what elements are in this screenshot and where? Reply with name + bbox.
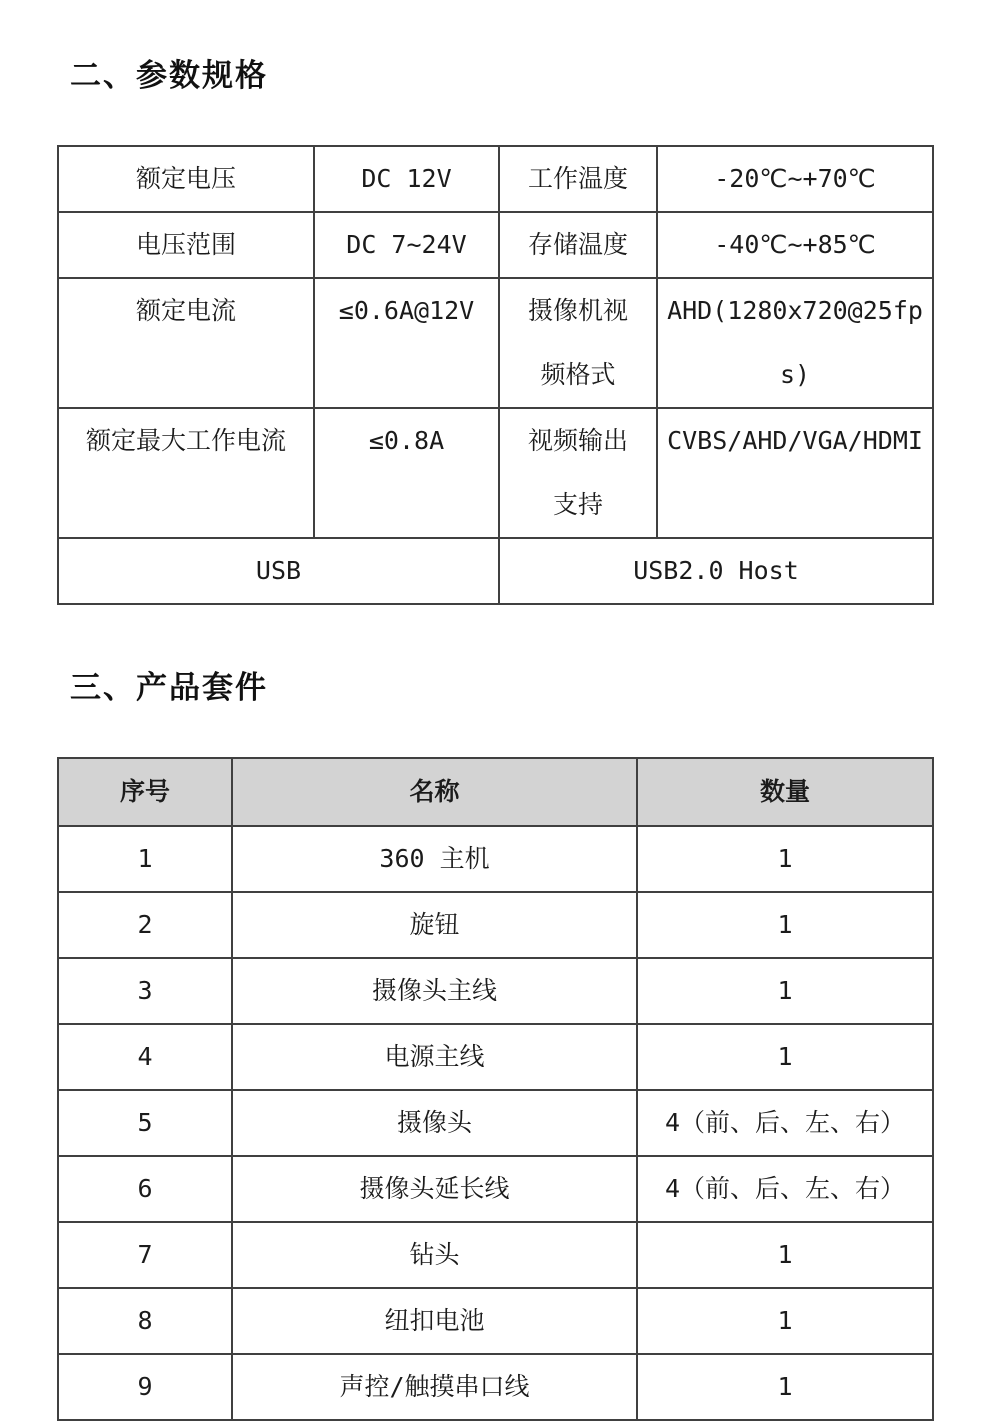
table-row [58,538,933,604]
table-row [58,1288,933,1354]
spec-param-value: DC 7~24V [314,212,499,278]
kit-header-index: 序号 [58,758,232,826]
table-row [58,958,933,1024]
table-row [58,146,933,212]
kit-item-index: 1 [58,826,232,892]
kit-item-quantity: 4（前、后、左、右） [637,1090,933,1156]
kit-header-row [58,758,933,826]
kit-item-index: 6 [58,1156,232,1222]
spec-param-label: 工作温度 [499,146,657,212]
table-row [58,826,933,892]
table-row [58,408,933,538]
kit-item-quantity: 1 [637,1024,933,1090]
spec-param-label: 存储温度 [499,212,657,278]
table-row [58,1156,933,1222]
kit-item-name: 声控/触摸串口线 [232,1354,637,1420]
kit-item-name: 旋钮 [232,892,637,958]
kit-item-name: 摄像头延长线 [232,1156,637,1222]
kit-item-quantity: 1 [637,1288,933,1354]
table-row [58,1222,933,1288]
section-3-heading: 三、产品套件 [70,670,268,706]
table-row [58,1354,933,1420]
table-row [58,892,933,958]
kit-item-index: 5 [58,1090,232,1156]
spec-param-label: 电压范围 [58,212,314,278]
spec-param-label: 额定最大工作电流 [58,408,314,538]
kit-header-name: 名称 [232,758,637,826]
spec-usb-value: USB2.0 Host [499,538,933,604]
kit-item-quantity: 1 [637,892,933,958]
kit-item-quantity: 4（前、后、左、右） [637,1156,933,1222]
kit-item-index: 2 [58,892,232,958]
spec-usb-label: USB [58,538,499,604]
table-row [58,1024,933,1090]
spec-param-label: 视频输出支持 [499,408,657,538]
kit-item-quantity: 1 [637,958,933,1024]
spec-table [57,145,934,605]
kit-item-name: 钻头 [232,1222,637,1288]
section-2-heading: 二、参数规格 [70,58,268,94]
spec-param-label: 额定电压 [58,146,314,212]
kit-item-name: 电源主线 [232,1024,637,1090]
kit-item-index: 9 [58,1354,232,1420]
kit-item-index: 8 [58,1288,232,1354]
table-row [58,278,933,408]
table-row [58,1090,933,1156]
kit-item-name: 摄像头主线 [232,958,637,1024]
kit-item-name: 摄像头 [232,1090,637,1156]
spec-param-value: -40℃~+85℃ [657,212,933,278]
spec-param-value: -20℃~+70℃ [657,146,933,212]
table-row [58,212,933,278]
kit-item-index: 4 [58,1024,232,1090]
spec-param-label: 额定电流 [58,278,314,408]
kit-item-index: 7 [58,1222,232,1288]
kit-item-name: 360 主机 [232,826,637,892]
kit-item-index: 3 [58,958,232,1024]
kit-item-quantity: 1 [637,1222,933,1288]
kit-table [57,757,934,1421]
kit-item-quantity: 1 [637,1354,933,1420]
spec-param-value: ≤0.8A [314,408,499,538]
kit-item-name: 纽扣电池 [232,1288,637,1354]
spec-param-value: ≤0.6A@12V [314,278,499,408]
kit-item-quantity: 1 [637,826,933,892]
spec-param-label: 摄像机视频格式 [499,278,657,408]
spec-param-value: CVBS/AHD/VGA/HDMI [657,408,933,538]
spec-param-value: AHD(1280x720@25fps) [657,278,933,408]
kit-header-quantity: 数量 [637,758,933,826]
spec-param-value: DC 12V [314,146,499,212]
